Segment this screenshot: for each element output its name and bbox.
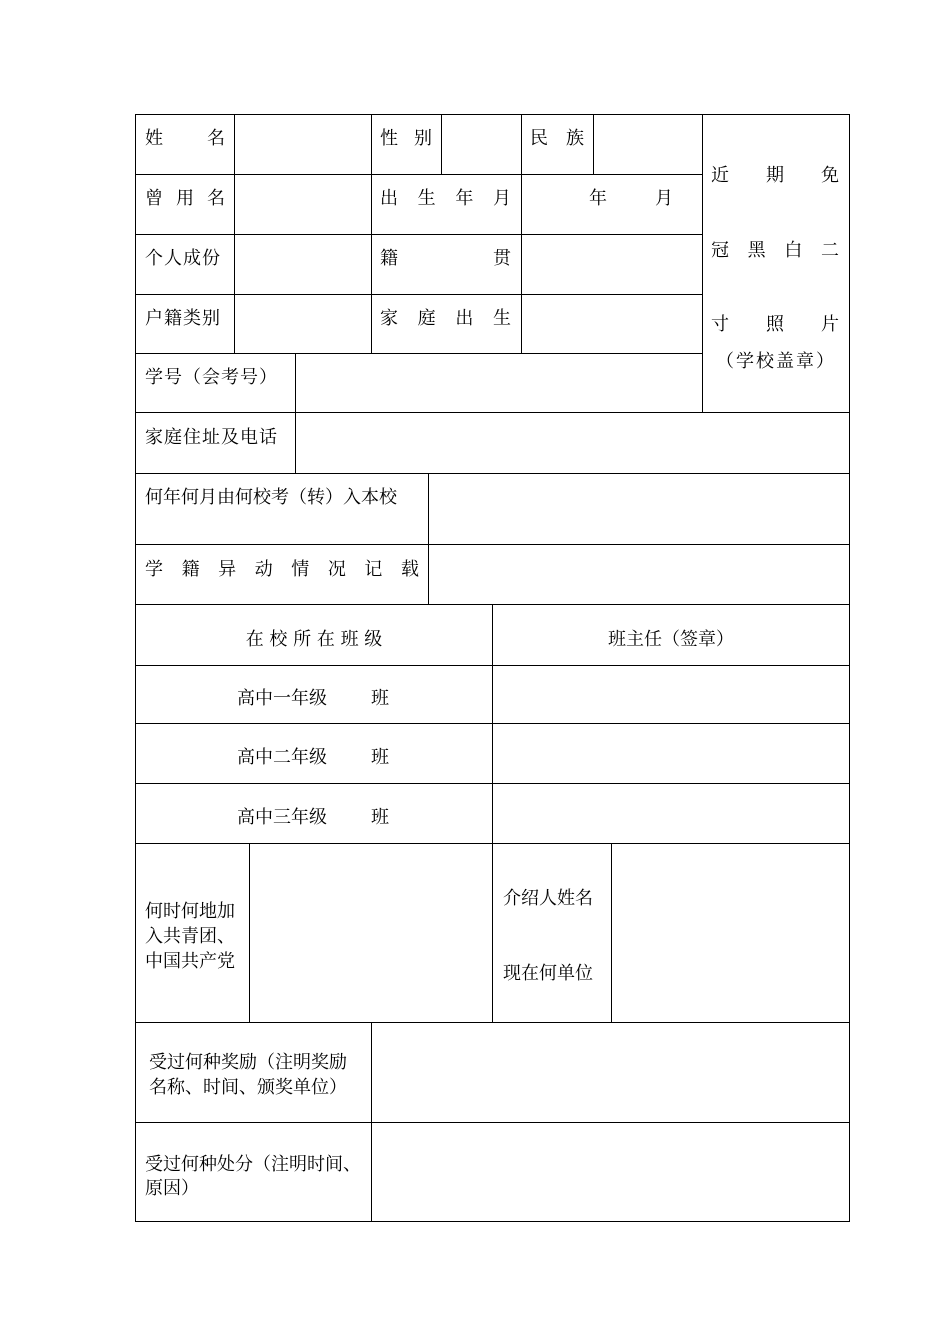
former-name-field[interactable] — [236, 176, 370, 233]
league-party-label-line-3: 中国共产党 — [145, 951, 235, 972]
col-line-e — [593, 114, 594, 174]
photo-instruction-line-2: 冠 黑 白 二 — [711, 240, 839, 261]
league-party-field[interactable] — [251, 845, 491, 1021]
grade2-teacher-signature[interactable] — [494, 725, 848, 782]
punishment-field[interactable] — [373, 1124, 848, 1220]
grade2-label: 高中二年级 — [237, 747, 327, 768]
border-top — [135, 114, 850, 115]
grade3-label: 高中三年级 — [237, 807, 327, 828]
col-line-j — [611, 843, 612, 1022]
birth-month-unit: 月 — [655, 188, 673, 209]
row-line-14 — [135, 1122, 850, 1123]
col-line-b — [371, 114, 372, 353]
row-line-13 — [135, 1022, 850, 1023]
student-id-field[interactable] — [297, 355, 701, 411]
teacher-column-header: 班主任（签章） — [608, 629, 734, 650]
col-line-i — [249, 843, 250, 1022]
introducer-field[interactable] — [613, 845, 848, 1021]
col-line-d — [521, 114, 522, 353]
admission-field[interactable] — [430, 475, 848, 543]
league-party-label-line-2: 入共青团、 — [145, 926, 235, 947]
col-line-c — [441, 114, 442, 174]
status-change-field[interactable] — [430, 546, 848, 603]
league-party-label-line-1: 何时何地加 — [145, 901, 235, 922]
grade3-class-unit: 班 — [371, 807, 389, 828]
former-name-label: 曾 用 名 — [145, 188, 225, 209]
ethnicity-field[interactable] — [595, 116, 701, 173]
awards-label-line-2: 名称、时间、颁奖单位） — [149, 1077, 347, 1098]
row-line-2 — [135, 234, 703, 235]
class-column-header: 在 校 所 在 班 级 — [245, 629, 383, 650]
birth-date-field[interactable] — [523, 176, 701, 233]
awards-field[interactable] — [373, 1024, 848, 1121]
col-line-h — [492, 604, 493, 1022]
punishment-label-line-2: 原因） — [145, 1178, 199, 1199]
address-phone-field[interactable] — [297, 414, 848, 472]
address-phone-label: 家庭住址及电话 — [145, 427, 278, 448]
personal-status-field[interactable] — [236, 236, 370, 293]
grade2-class-unit: 班 — [371, 747, 389, 768]
family-origin-field[interactable] — [523, 296, 701, 352]
row-line-3 — [135, 294, 703, 295]
col-line-f — [295, 353, 296, 473]
family-origin-label: 家 庭 出 生 — [380, 308, 511, 329]
personal-status-label: 个人成份 — [145, 248, 221, 269]
ethnicity-label: 民 族 — [530, 128, 584, 149]
border-left — [135, 114, 136, 1222]
awards-label-line-1: 受过何种奖励（注明奖励 — [149, 1052, 347, 1073]
student-id-label: 学号（会考号） — [145, 367, 278, 388]
col-line-a — [234, 114, 235, 353]
birth-label: 出 生 年 月 — [380, 188, 511, 209]
grade3-teacher-signature[interactable] — [494, 785, 848, 842]
row-line-5 — [135, 412, 850, 413]
name-field[interactable] — [236, 116, 370, 173]
grade1-label: 高中一年级 — [237, 688, 327, 709]
border-bottom — [135, 1221, 850, 1222]
native-place-label: 籍 贯 — [380, 248, 511, 269]
row-line-4 — [135, 353, 703, 354]
school-seal-note: （学校盖章） — [716, 351, 836, 372]
photo-instruction-line-1: 近 期 免 — [711, 165, 839, 186]
gender-label: 性 别 — [380, 128, 432, 149]
col-line-g — [428, 473, 429, 604]
row-line-1 — [135, 174, 703, 175]
grade1-teacher-signature[interactable] — [494, 667, 848, 722]
col-line-k — [371, 1022, 372, 1221]
native-place-field[interactable] — [523, 236, 701, 293]
introducer-name-label: 介绍人姓名 — [503, 888, 593, 909]
border-right — [849, 114, 850, 1222]
photo-instruction-line-3: 寸 照 片 — [711, 314, 839, 335]
introducer-unit-label: 现在何单位 — [503, 963, 593, 984]
birth-year-unit: 年 — [589, 188, 607, 209]
status-change-label: 学 籍 异 动 情 况 记 载 — [145, 559, 419, 580]
household-type-label: 户籍类别 — [145, 308, 221, 329]
punishment-label-line-1: 受过何种处分（注明时间、 — [145, 1154, 361, 1175]
name-label: 姓 名 — [145, 128, 225, 149]
household-type-field[interactable] — [236, 296, 370, 352]
gender-field[interactable] — [443, 116, 520, 173]
admission-label: 何年何月由何校考（转）入本校 — [145, 487, 397, 508]
grade1-class-unit: 班 — [371, 688, 389, 709]
row-line-6 — [135, 473, 850, 474]
row-line-7 — [135, 544, 850, 545]
